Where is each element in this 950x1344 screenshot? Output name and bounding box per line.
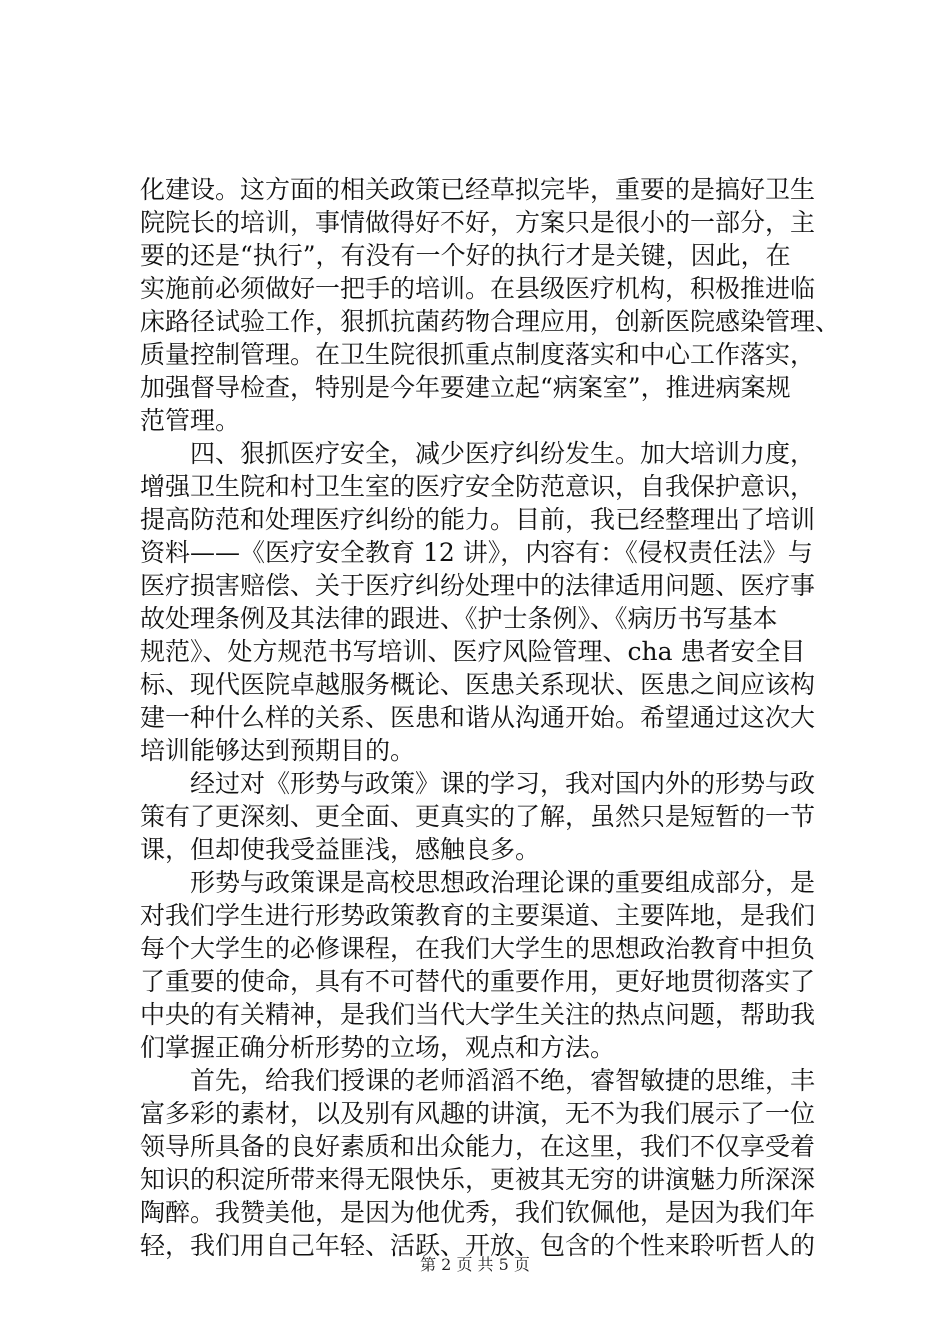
text-line: 对我们学生进行形势政策教育的主要渠道、主要阵地，是我们 [140,901,816,930]
text-line: 加强督导检查，特别是今年要建立起“病案室”，推进病案规 [140,373,791,402]
text-line: 要的还是“执行”，有没有一个好的执行才是关键，因此，在 [140,241,791,270]
text-line-first: 经过对《形势与政策》课的学习，我对国内外的形势与政 [190,769,816,798]
text-line: 范管理。 [140,406,241,435]
document-body [140,173,840,1262]
text-line: 标、现代医院卓越服务概论、医患关系现状、医患之间应该构 [140,670,816,699]
paragraph-medical-safety [140,437,840,767]
paragraph-teacher [140,1064,840,1262]
text-line: 陶醉。我赞美他，是因为他优秀，我们钦佩他，是因为我们年 [140,1198,816,1227]
text-line: 规范》、处方规范书写培训、医疗风险管理、cha 患者安全目 [140,637,806,666]
text-line: 故处理条例及其法律的跟进、《护士条例》、《病历书写基本 [140,604,778,633]
page-number-label: 第 2 页 共 5 页 [420,1255,530,1274]
text-line: 们掌握正确分析形势的立场，观点和方法。 [140,1033,616,1062]
page-footer [0,1255,950,1275]
text-line: 富多彩的素材，以及别有风趣的讲演，无不为我们展示了一位 [140,1099,816,1128]
text-line: 培训能够达到预期目的。 [140,736,416,765]
text-line: 医疗损害赔偿、关于医疗纠纷处理中的法律适用问题、医疗事 [140,571,816,600]
paragraph-hospital-management [140,173,840,437]
text-line: 策有了更深刻、更全面、更真实的了解，虽然只是短暂的一节 [140,802,816,831]
text-line: 质量控制管理。在卫生院很抓重点制度落实和中心工作落实， [140,340,816,369]
text-line: 增强卫生院和村卫生室的医疗安全防范意识，自我保护意识， [140,472,816,501]
text-line-first: 四、狠抓医疗安全，减少医疗纠纷发生。加大培训力度， [190,439,816,468]
text-line: 资料——《医疗安全教育 12 讲》，内容有：《侵权责任法》与 [140,538,813,567]
text-line: 每个大学生的必修课程，在我们大学生的思想政治教育中担负 [140,934,816,963]
paragraph-course-study [140,767,840,866]
text-line: 了重要的使命，具有不可替代的重要作用，更好地贯彻落实了 [140,967,816,996]
text-line: 课，但却使我受益匪浅，感触良多。 [140,835,541,864]
text-line: 建一种什么样的关系、医患和谐从沟通开始。希望通过这次大 [140,703,816,732]
text-line: 中央的有关精神，是我们当代大学生关注的热点问题，帮助我 [140,1000,816,1029]
text-line: 院院长的培训，事情做得好不好，方案只是很小的一部分，主 [140,208,816,237]
text-line: 床路径试验工作，狠抓抗菌药物合理应用，创新医院感染管理、 [140,307,841,336]
text-line: 知识的积淀所带来得无限快乐，更被其无穷的讲演魅力所深深 [140,1165,816,1194]
text-line: 化建设。这方面的相关政策已经草拟完毕，重要的是搞好卫生 [140,175,816,204]
text-line: 实施前必须做好一把手的培训。在县级医疗机构，积极推进临 [140,274,816,303]
text-line-first: 首先，给我们授课的老师滔滔不绝，睿智敏捷的思维，丰 [190,1066,816,1095]
text-line: 提高防范和处理医疗纠纷的能力。目前，我已经整理出了培训 [140,505,816,534]
text-line: 领导所具备的良好素质和出众能力，在这里，我们不仅享受着 [140,1132,816,1161]
paragraph-course-importance [140,866,840,1064]
text-line: 轻，我们用自己年轻、活跃、开放、包含的个性来聆听哲人的 [140,1231,816,1260]
text-line-first: 形势与政策课是高校思想政治理论课的重要组成部分，是 [190,868,816,897]
